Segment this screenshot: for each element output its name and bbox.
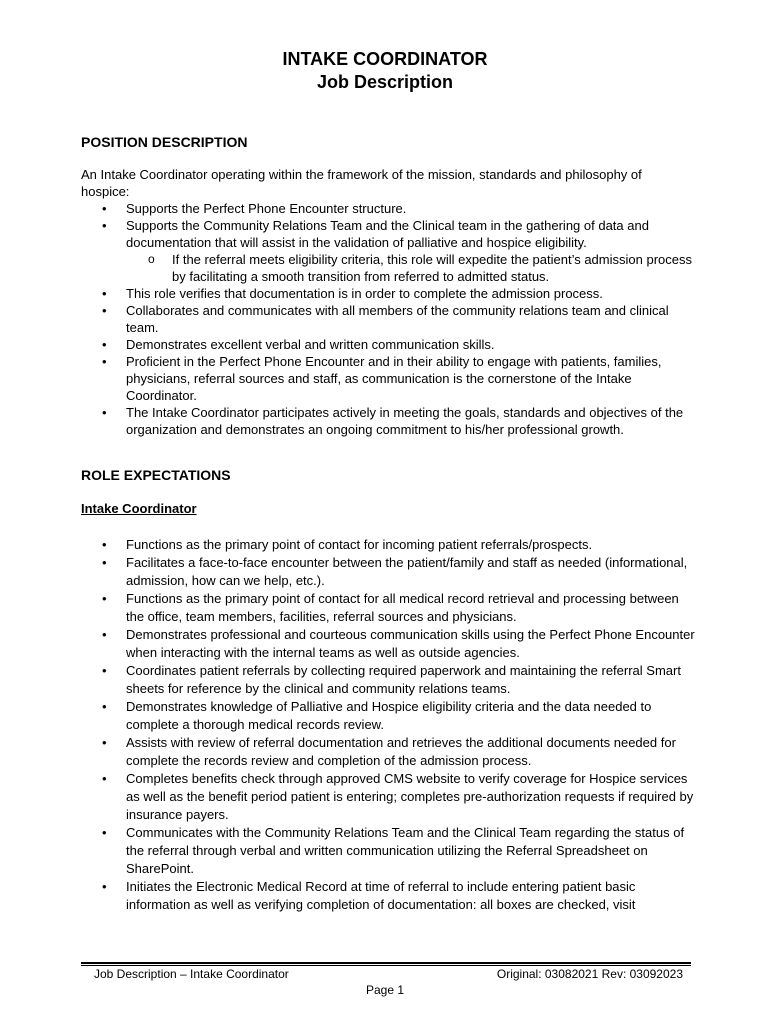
list-item <box>81 353 696 404</box>
list-item-text: Functions as the primary point of contact for incoming patient referrals/prospects. <box>126 537 593 552</box>
list-item-text: Supports the Perfect Phone Encounter structure. <box>126 201 407 216</box>
role-expectations-heading: ROLE EXPECTATIONS <box>81 467 231 483</box>
list-item-text: Completes benefits check through approved CMS website to verify coverage for Hospice services as well as the benefit period patient is entering; completes pre-authorization requests if required by insurance payers. <box>126 771 694 822</box>
list-item <box>81 302 696 336</box>
position-list <box>81 200 696 438</box>
list-item-text: Functions as the primary point of contact for all medical record retrieval and processing between the office, team members, facilities, referral sources and physicians. <box>126 591 679 624</box>
role-subheading: Intake Coordinator <box>81 501 197 516</box>
list-item-text: Assists with review of referral documentation and retrieves the additional documents needed for complete the records review and completion of the admission process. <box>126 735 676 768</box>
position-intro: An Intake Coordinator operating within the framework of the mission, standards and philosophy of hospice: <box>81 167 642 199</box>
list-item <box>81 200 696 217</box>
list-item <box>81 336 696 353</box>
position-description-heading: POSITION DESCRIPTION <box>81 134 248 150</box>
list-item <box>81 626 696 662</box>
list-item <box>81 590 696 626</box>
footer-revision: Original: 03082021 Rev: 03092023 <box>496 967 683 981</box>
role-list <box>81 536 696 914</box>
list-item <box>81 536 696 554</box>
list-item <box>81 404 696 438</box>
list-item <box>81 698 696 734</box>
list-item-text: The Intake Coordinator participates actively in meeting the goals, standards and objectives of the organization and demonstrates an ongoing commitment to his/her professional growth. <box>126 405 684 437</box>
sub-list <box>126 251 696 285</box>
list-item <box>81 285 696 302</box>
list-item <box>81 734 696 770</box>
list-item-text: Coordinates patient referrals by collecting required paperwork and maintaining the referral Smart sheets for reference by the clinical and community relations teams. <box>126 663 681 696</box>
footer-doc-name: Job Description – Intake Coordinator <box>94 967 289 981</box>
page-number: Page 1 <box>365 983 405 997</box>
list-item <box>81 770 696 824</box>
list-item-text: Communicates with the Community Relations Team and the Clinical Team regarding the status of the referral through verbal and written communication utilizing the Referral Spreadsheet on SharePoint. <box>126 825 685 876</box>
list-item-text: Collaborates and communicates with all members of the community relations team and clinical team. <box>126 303 669 335</box>
list-item <box>81 554 696 590</box>
sub-list-item <box>126 251 696 285</box>
list-item-text: This role verifies that documentation is in order to complete the admission process. <box>126 286 603 301</box>
list-item-text: Demonstrates excellent verbal and written communication skills. <box>126 337 495 352</box>
list-item-text: Demonstrates professional and courteous communication skills using the Perfect Phone Encounter when interacting with the internal teams as well as outside agencies. <box>126 627 695 660</box>
list-item-text: Proficient in the Perfect Phone Encounter and in their ability to engage with patients, families, physicians, referral sources and staff, as communication is the cornerstone of the Intake Coordinator. <box>126 354 662 403</box>
list-item-text: Facilitates a face-to-face encounter between the patient/family and staff as needed (informational, admission, how can we help, etc.). <box>126 555 688 588</box>
document-title: INTAKE COORDINATOR <box>282 49 488 69</box>
list-item-text: Demonstrates knowledge of Palliative and Hospice eligibility criteria and the data needed to complete a thorough medical records review. <box>126 699 652 732</box>
list-item-text: Supports the Community Relations Team and the Clinical team in the gathering of data and documentation that will assist in the validation of palliative and hospice eligibility. <box>126 218 649 250</box>
sub-list-item-text: If the referral meets eligibility criteria, this role will expedite the patient’s admission process by facilitating a smooth transition from referred to admitted status. <box>172 252 692 284</box>
list-item <box>81 662 696 698</box>
list-item-text: Initiates the Electronic Medical Record at time of referral to include entering patient basic information as well as verifying completion of documentation: all boxes are checked, visit <box>126 879 636 912</box>
footer-divider <box>81 962 691 964</box>
list-item <box>81 878 696 914</box>
list-item <box>81 217 696 285</box>
footer-divider-thin <box>81 965 691 966</box>
list-item <box>81 824 696 878</box>
document-subtitle: Job Description <box>316 72 454 92</box>
